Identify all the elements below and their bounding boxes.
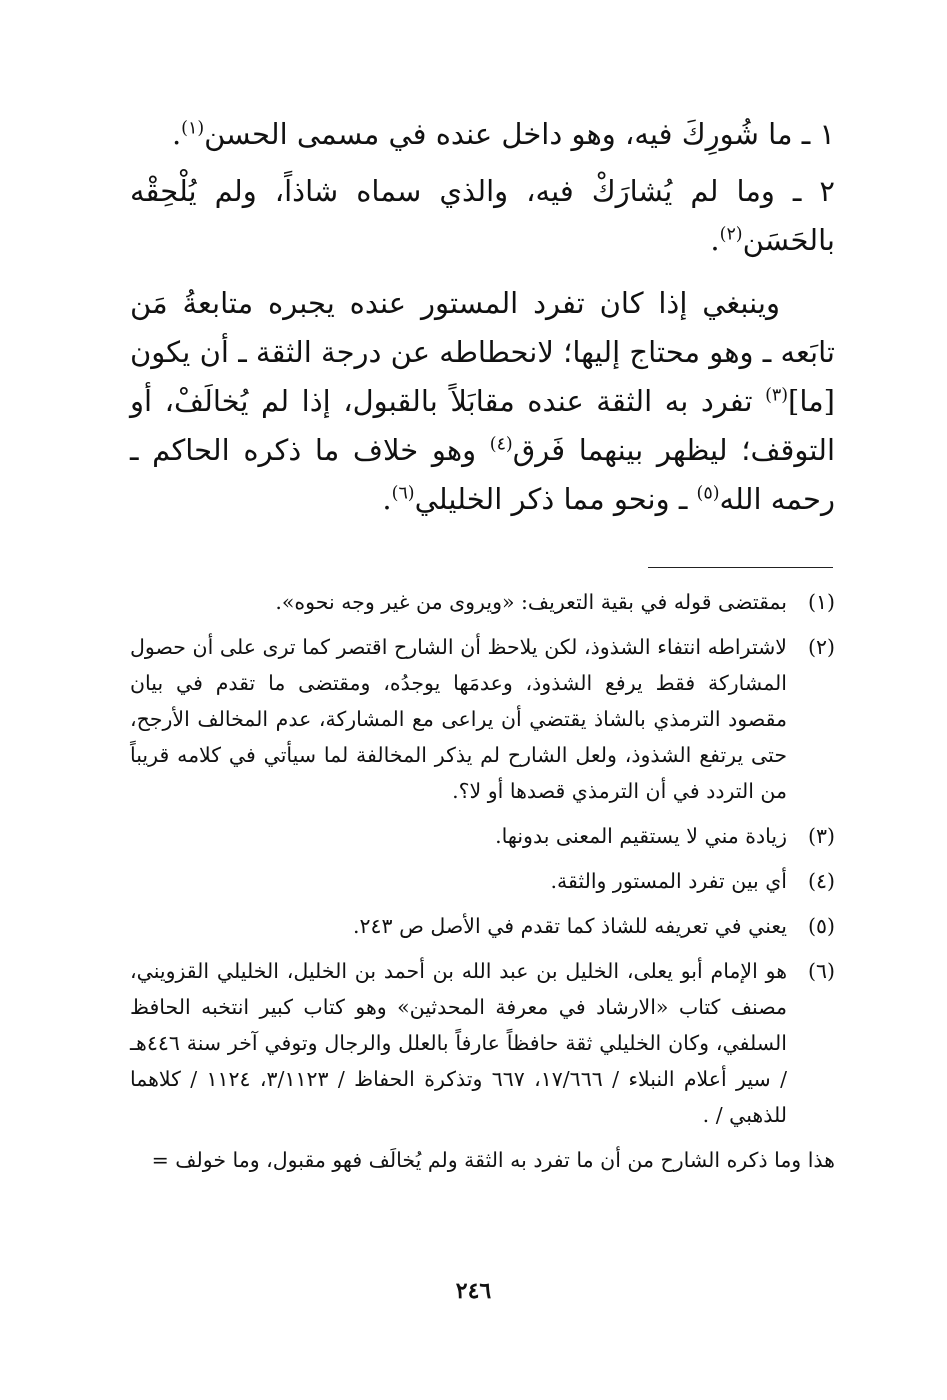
footnote-5 — [130, 908, 835, 944]
footnote-ref-6: (٦) — [391, 483, 415, 504]
footnote-number: (١) — [807, 590, 835, 614]
list-item-1-end: . — [171, 117, 182, 151]
footnote-text: أي بين تفرد المستور والثقة. — [550, 869, 787, 893]
footnote-6 — [130, 953, 835, 1133]
list-item-2 — [130, 167, 835, 265]
footnote-text: زيادة مني لا يستقيم المعنى بدونها. — [495, 824, 787, 848]
footnote-ref-4: (٤) — [489, 434, 513, 455]
footnote-ref-1: (١) — [181, 118, 205, 139]
paragraph-part-c: وهو خلاف ما ذكره الحاكم ـ رحمه الله — [130, 433, 835, 516]
footnote-number: (٥) — [807, 914, 835, 938]
footnote-number: (٤) — [807, 869, 835, 893]
footnote-separator — [648, 567, 833, 568]
paragraph-end: . — [382, 482, 392, 516]
footnote-text: لاشتراطه انتفاء الشذوذ، لكن يلاحظ أن الشارح اقتصر كما ترى على أن حصول المشاركة فقط يرفع الشذوذ، وعدمَها يوجدُه، ومقتضى ما تقدم في بيان مقصود الترمذي بالشاذ يقتضي أن يراعى مع المشاركة، عدم المخالف الأرجح، حتى يرتفع الشذوذ، ولعل الشارح لم يذكر المخالفة لما سيأتي في كلامه قريباً من التردد في أن الترمذي قصدها أو لا؟. — [130, 635, 787, 803]
footnote-ref-5: (٥) — [696, 483, 720, 504]
footnote-2 — [130, 629, 835, 809]
footnote-continuation: هذا وما ذكره الشارح من أن ما تفرد به الثقة ولم يُخالَف فهو مقبول، وما خولف = — [151, 1148, 835, 1172]
footnote-ref-3: (٣) — [765, 385, 788, 406]
list-item-2-end: . — [710, 223, 720, 257]
footnote-number: (٣) — [807, 824, 835, 848]
main-body — [130, 110, 835, 532]
footnote-ref-2: (٢) — [719, 224, 743, 245]
footnote-4 — [130, 863, 835, 899]
paragraph-part-d: ـ ونحو مما ذكر الخليلي — [414, 482, 697, 516]
footnote-3 — [130, 818, 835, 854]
footnote-number: (٢) — [807, 635, 835, 659]
main-paragraph — [130, 279, 835, 524]
paragraph-part-a: وينبغي إذا كان تفرد المستور عنده يجبره متابعةُ مَن تابَعه ـ وهو محتاج إليها؛ لانحطاطه عن درجة الثقة ـ أن يكون [ما] — [130, 286, 835, 418]
page-number: ٢٤٦ — [455, 1278, 492, 1304]
paragraph-part-b: تفرد به الثقة عنده مقابَلاً بالقبول، إذا لم يُخالَفْ، أو التوقف؛ ليظهر بينهما فَرق — [130, 384, 836, 467]
footnote-text: بمقتضى قوله في بقية التعريف: «ويروى من غير وجه نحوه». — [275, 590, 787, 614]
footnote-number: (٦) — [807, 959, 835, 983]
footnotes — [130, 584, 835, 1178]
footnote-text: يعني في تعريفه للشاذ كما تقدم في الأصل ص ٢٤٣. — [352, 914, 787, 938]
footnote-1 — [130, 584, 835, 620]
list-item-2-text: ٢ ـ وما لم يُشارَكْ فيه، والذي سماه شاذاً، ولم يُلْحِقْه بالحَسَن — [130, 174, 835, 257]
footnote-text: هو الإمام أبو يعلى، الخليل بن عبد الله بن أحمد بن الخليل، الخليلي القزويني، مصنف كتاب «الارشاد في معرفة المحدثين» وهو كتاب كبير انتخبه الحافظ السلفي، وكان الخليلي ثقة حافظاً عارفاً بالعلل والرجال وتوفي آخر سنة ٤٤٦هـ / سير أعلام النبلاء / ١٧/٦٦٦، ٦٦٧ وتذكرة الحفاظ / ٣/١١٢٣، ١١٢٤ / كلاهما للذهبي / . — [130, 959, 787, 1127]
list-item-1-text: ١ ـ ما شُورِكَ فيه، وهو داخل عنده في مسمى الحسن — [204, 117, 835, 151]
list-item-1 — [130, 110, 835, 159]
